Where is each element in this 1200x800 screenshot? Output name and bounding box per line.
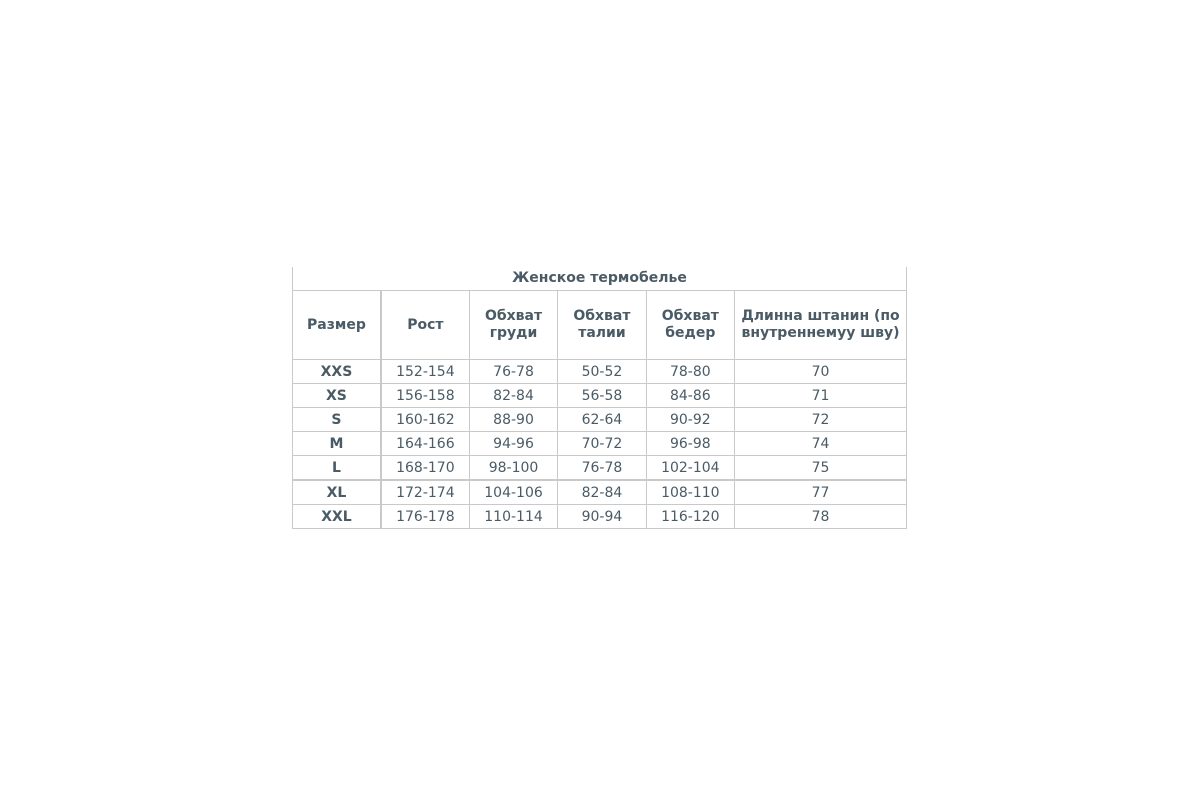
- cell-inseam: 77: [735, 480, 907, 505]
- cell-height: 172-174: [381, 480, 469, 505]
- header-chest-line1: Обхват: [484, 308, 543, 324]
- cell-size: XS: [293, 384, 381, 408]
- table-row: [293, 456, 907, 481]
- header-chest: [469, 291, 557, 360]
- table-row: [293, 408, 907, 432]
- table-title: Женское термобелье: [293, 267, 907, 291]
- cell-waist: 70-72: [558, 432, 646, 456]
- header-inseam: [735, 291, 907, 360]
- cell-chest: 94-96: [469, 432, 557, 456]
- table-header-row: [293, 291, 907, 360]
- cell-height: 168-170: [381, 456, 469, 481]
- cell-size: XXL: [293, 505, 381, 529]
- cell-inseam: 70: [735, 360, 907, 384]
- table-title-row: [293, 267, 907, 291]
- header-hips-line2: бедер: [665, 325, 716, 341]
- cell-hips: 78-80: [646, 360, 734, 384]
- cell-height: 156-158: [381, 384, 469, 408]
- cell-size: XXS: [293, 360, 381, 384]
- cell-chest: 104-106: [469, 480, 557, 505]
- cell-height: 176-178: [381, 505, 469, 529]
- header-waist-line1: Обхват: [573, 308, 631, 324]
- header-waist: [558, 291, 646, 360]
- size-chart-table: [292, 267, 907, 529]
- cell-size: S: [293, 408, 381, 432]
- cell-hips: 84-86: [646, 384, 734, 408]
- cell-chest: 76-78: [469, 360, 557, 384]
- header-size: Размер: [293, 291, 381, 360]
- header-chest-line2: груди: [489, 325, 538, 341]
- cell-chest: 88-90: [469, 408, 557, 432]
- cell-inseam: 72: [735, 408, 907, 432]
- cell-hips: 90-92: [646, 408, 734, 432]
- cell-hips: 102-104: [646, 456, 734, 481]
- cell-chest: 98-100: [469, 456, 557, 481]
- cell-waist: 62-64: [558, 408, 646, 432]
- cell-inseam: 75: [735, 456, 907, 481]
- header-inseam-line1: Длинна штанин (по: [741, 308, 900, 324]
- cell-hips: 108-110: [646, 480, 734, 505]
- cell-size: L: [293, 456, 381, 481]
- table-row: [293, 384, 907, 408]
- header-hips-line1: Обхват: [661, 308, 719, 324]
- header-inseam-line2: внутреннемуу шву): [741, 325, 900, 341]
- cell-waist: 56-58: [558, 384, 646, 408]
- header-height: Рост: [381, 291, 469, 360]
- cell-height: 152-154: [381, 360, 469, 384]
- table-row: [293, 480, 907, 505]
- cell-waist: 82-84: [558, 480, 646, 505]
- cell-waist: 90-94: [558, 505, 646, 529]
- cell-size: M: [293, 432, 381, 456]
- cell-chest: 82-84: [469, 384, 557, 408]
- cell-height: 160-162: [381, 408, 469, 432]
- cell-height: 164-166: [381, 432, 469, 456]
- cell-inseam: 74: [735, 432, 907, 456]
- cell-waist: 76-78: [558, 456, 646, 481]
- cell-hips: 116-120: [646, 505, 734, 529]
- header-hips: [646, 291, 734, 360]
- header-waist-line2: талии: [578, 325, 626, 341]
- table-row: [293, 360, 907, 384]
- cell-waist: 50-52: [558, 360, 646, 384]
- table-row: [293, 432, 907, 456]
- cell-hips: 96-98: [646, 432, 734, 456]
- cell-inseam: 78: [735, 505, 907, 529]
- cell-inseam: 71: [735, 384, 907, 408]
- table-row: [293, 505, 907, 529]
- cell-chest: 110-114: [469, 505, 557, 529]
- cell-size: XL: [293, 480, 381, 505]
